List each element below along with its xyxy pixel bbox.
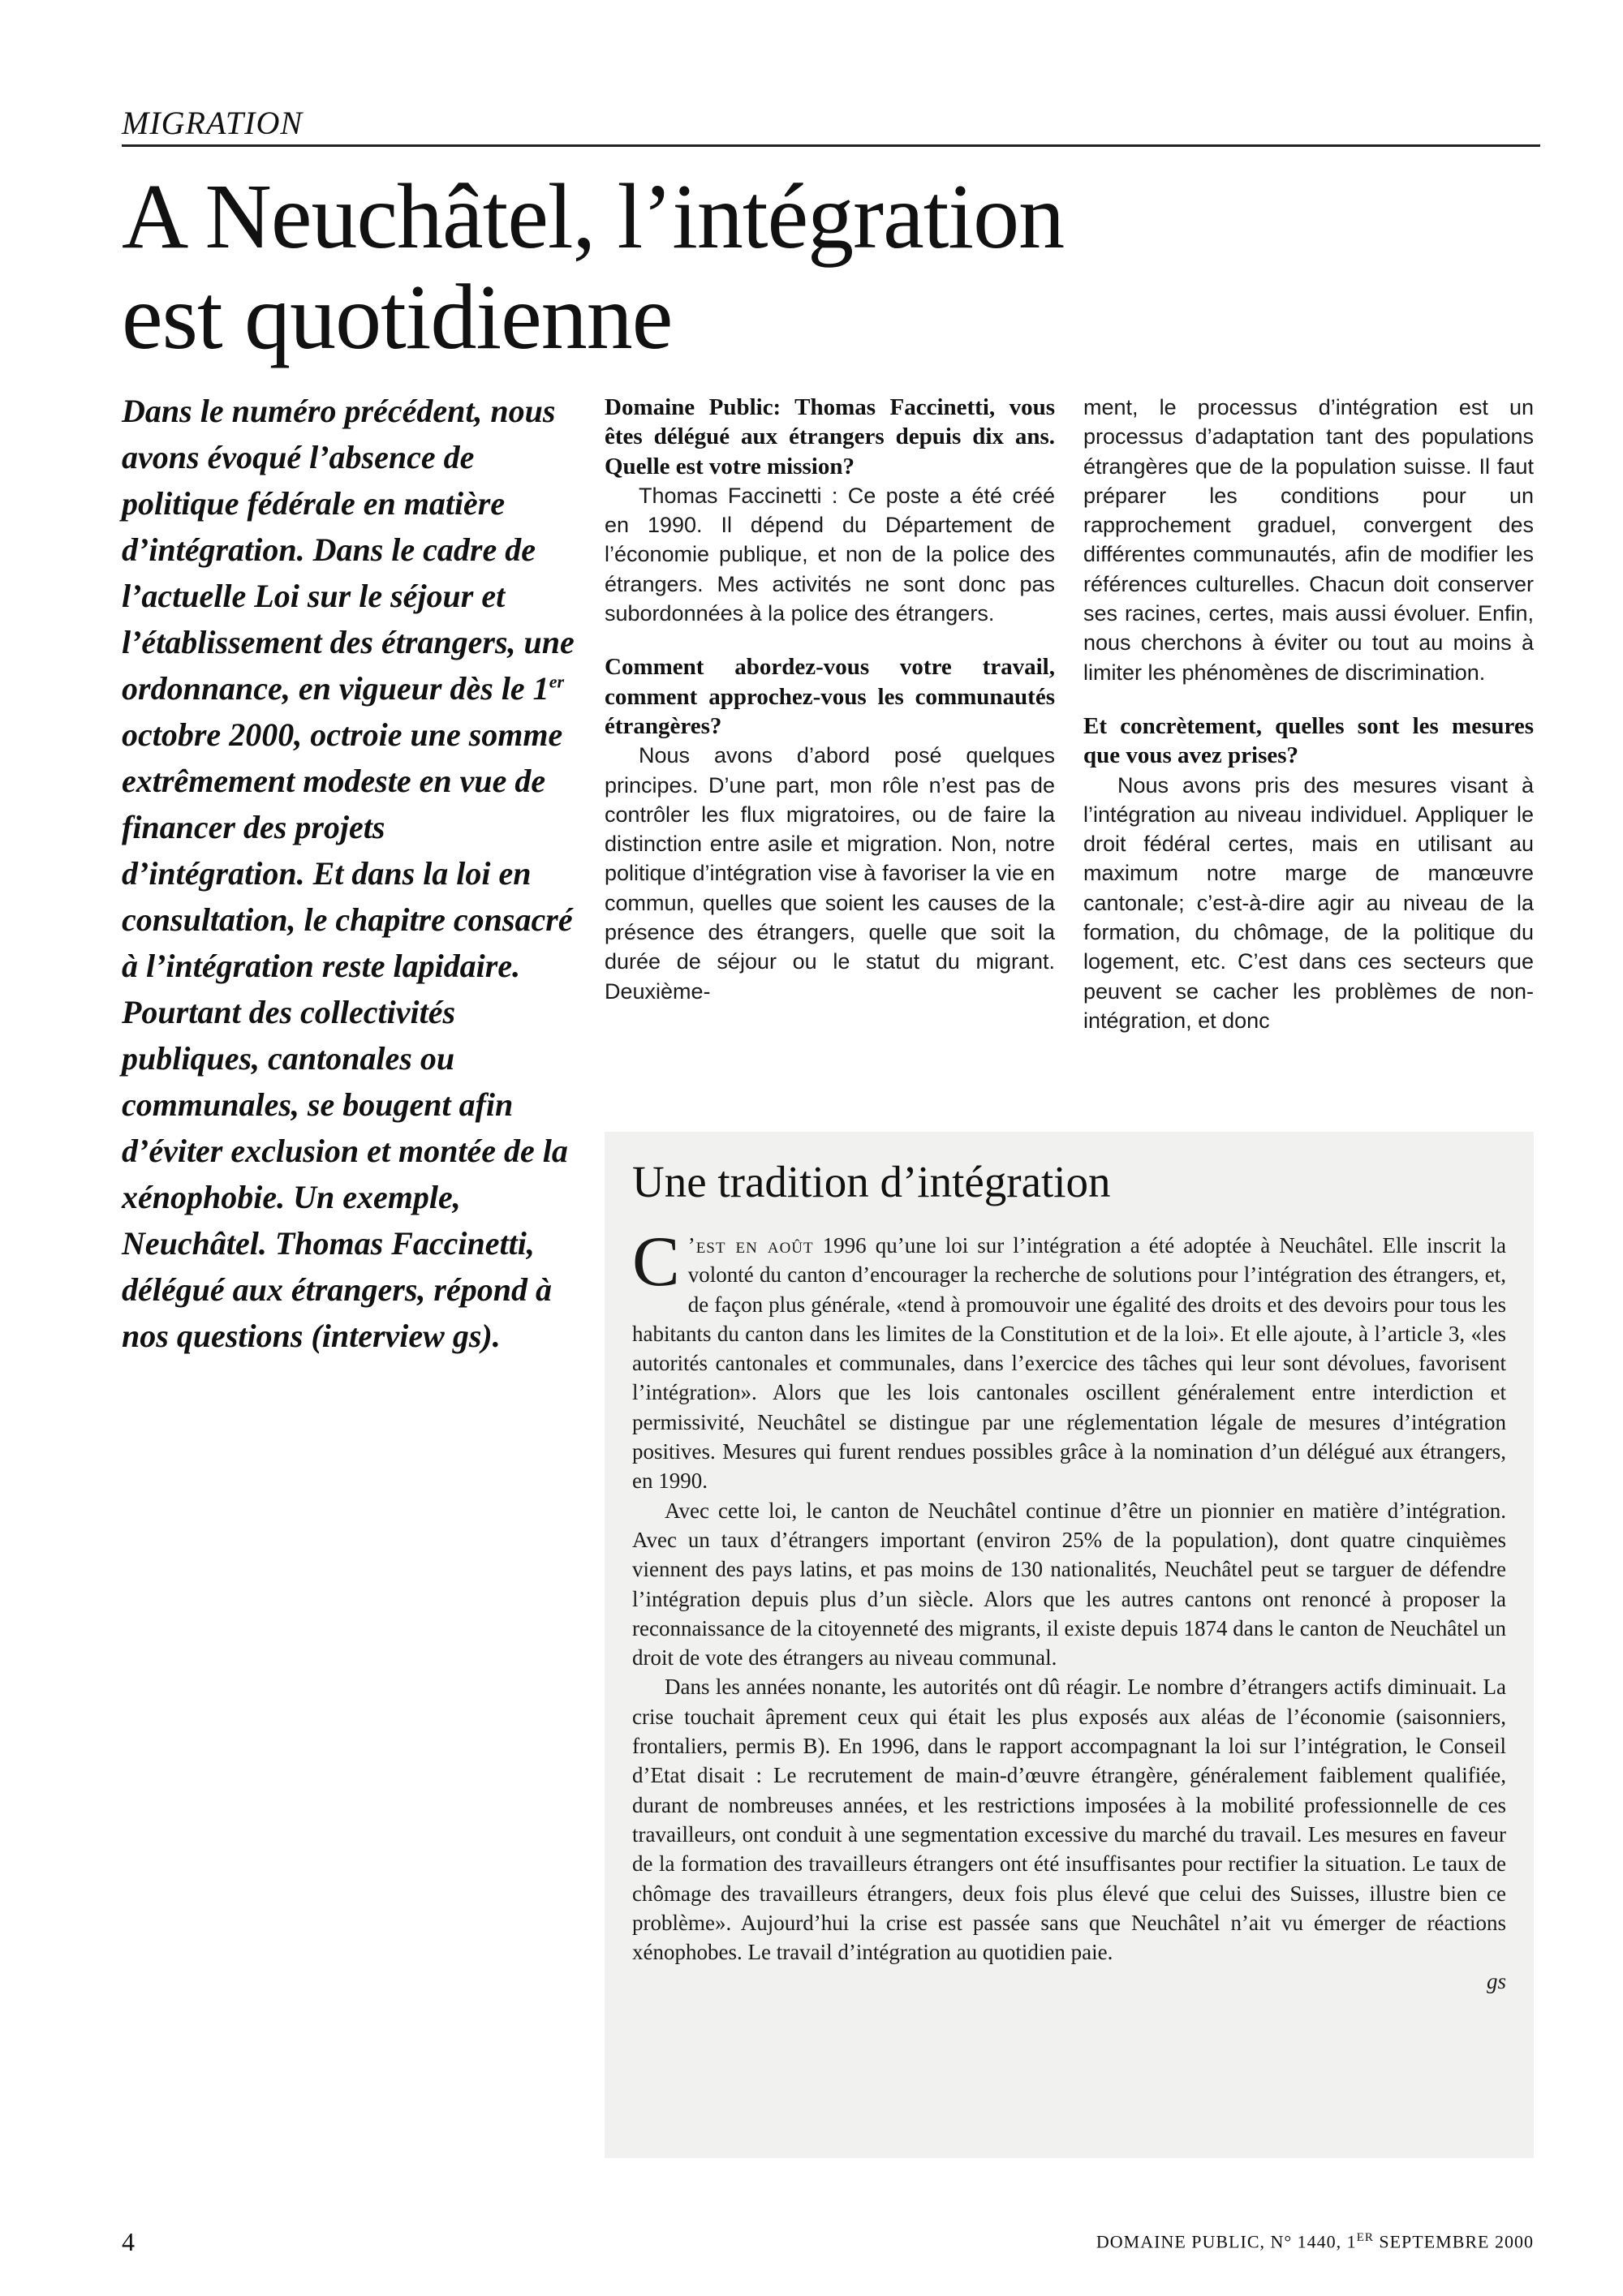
headline-line-1: A Neuchâtel, l’intégration — [122, 165, 1065, 268]
answer-3: Nous avons pris des mesures visant à l’intégration au niveau individuel. Appliquer le droit fédéral certes, mais en utilisant au maximum notre marge de manœuvre cantonale; c’est-à-dire agir au niveau de la formation, du chômage, de la politique du logement, etc. C’est dans ces secteurs que peuvent se cacher les problèmes de non-intégration, et donc — [1083, 772, 1534, 1033]
box-paragraph-1 — [632, 1223, 1506, 1496]
box-body — [632, 1223, 1506, 1997]
footer-text-pre: DOMAINE PUBLIC, N° 1440, 1 — [1096, 2231, 1357, 2252]
question-3: Et concrètement, quelles sont les mesures que vous avez prises? — [1083, 712, 1534, 769]
interview-column-1 — [605, 393, 1055, 1006]
question-1: Domaine Public: Thomas Faccinetti, vous êtes délégué aux étrangers depuis dix ans. Quelle est votre mission? — [605, 394, 1055, 479]
box-paragraph-2: Avec cette loi, le canton de Neuchâtel continue d’être un pionnier en matière d’intégration. Avec un taux d’étrangers important (environ 25% de la population), dont quatre cinquièmes viennent des pays latins, et pas moins de 130 nationalités, Neuchâtel peut se targuer de défendre l’intégration depuis plus d’un siècle. Alors que les autres cantons ont renoncé à proposer la reconnaissance de la citoyenneté des migrants, il existe depuis 1874 dans le canton de Neuchâtel un droit de vote des étrangers au niveau communal. — [632, 1498, 1506, 1670]
answer-1: Thomas Faccinetti : Ce poste a été créé en 1990. Il dépend du Département de l’économie publique, et non de la police des étrangers. Mes activités ne sont donc pas subordonnées à la police des étrangers. — [605, 483, 1055, 626]
section-rubric: MIGRATION — [122, 104, 1540, 147]
drop-cap: C — [632, 1223, 680, 1301]
question-2: Comment abordez-vous votre travail, comment approchez-vous les communautés étrangères? — [605, 654, 1055, 739]
box-signature: gs — [1486, 1969, 1506, 1994]
interview-column-2 — [1083, 393, 1534, 1035]
article-headline — [122, 166, 1501, 368]
box-lead-in: ’est en août — [687, 1233, 814, 1258]
lead-part-1: Dans le numéro précédent, nous avons évoqué l’absence de politique fédérale en matière d’intégration. Dans le cadre de l’actuelle Loi sur le séjour et l’établissement des étrangers, une ordonnance, en vigueur dès le 1 — [122, 393, 575, 707]
footer-text-post: SEPTEMBRE 2000 — [1373, 2231, 1534, 2252]
box-title: Une tradition d’intégration — [632, 1157, 1111, 1206]
publication-footer — [1096, 2231, 1534, 2252]
footer-superscript: ER — [1356, 2231, 1374, 2244]
lead-part-2: octobre 2000, octroie une somme extrêmement modeste en vue de financer des projets d’intégration. Et dans la loi en consultation, le chapitre consacré à l’intégration reste lapidaire. Pourtant des collectivités publiques, cantonales ou communales, se bougent afin d’éviter exclusion et montée de la xénophobie. Un exemple, Neuchâtel. Thomas Faccinetti, délégué aux étrangers, répond à nos questions (interview gs). — [122, 716, 573, 1354]
answer-2-part-2: ment, le processus d’intégration est un processus d’adaptation tant des populations étrangères que de la population suisse. Il faut préparer les conditions pour un rapprochement graduel, convergent des différentes communautés, afin de modifier les références culturelles. Chacun doit conserver ses racines, certes, mais aussi évoluer. Enfin, nous cherchons à éviter ou tout au moins à limiter les phénomènes de discrimination. — [1083, 395, 1534, 685]
answer-2-part-1: Nous avons d’abord posé quelques principes. D’une part, mon rôle n’est pas de contrôler les flux migratoires, ou de faire la distinction entre asile et migration. Non, notre politique d’intégration vise à favoriser la vie en commun, quelles que soient les causes de la présence des étrangers, quelle que soit la durée de séjour ou le statut du migrant. Deuxième- — [605, 743, 1055, 1004]
box-paragraph-1-text: 1996 qu’une loi sur l’intégration a été adoptée à Neuchâtel. Elle inscrit la volonté du canton d’encourager la recherche de solutions pour l’intégration des étrangers, et, de façon plus générale, «tend à promouvoir une égalité des droits et des devoirs pour tous les habitants du canton dans les limites de la Constitution et de la loi». Et elle ajoute, à l’article 3, «les autorités cantonales et communales, dans l’exercice des tâches qui leur sont dévolues, favorisent l’intégration». Alors que les lois cantonales oscillent généralement entre interdiction et permissivité, Neuchâtel se distingue par une réglementation légale de mesures d’intégration positives. Mesures qui furent rendues possibles grâce à la nomination d’un délégué aux étrangers, en 1990. — [632, 1233, 1506, 1494]
sidebar-box — [605, 1132, 1534, 2158]
box-paragraph-3: Dans les années nonante, les autorités ont dû réagir. Le nombre d’étrangers actifs diminuait. La crise touchait âprement ceux qui était les plus exposés aux aléas de l’économie (saisonniers, frontaliers, permis B). En 1996, dans le rapport accompagnant la loi sur l’intégration, le Conseil d’Etat disait : Le recrutement de main-d’œuvre étrangère, généralement faiblement qualifiée, durant de nombreuses années, et les restrictions imposées à la mobilité professionnelle de ces travailleurs, ont conduit à une segmentation excessive du marché du travail. Les mesures en faveur de la formation des travailleurs étrangers ont été insuffisantes pour rectifier la situation. Le taux de chômage des travailleurs étrangers, deux fois plus élevé que celui des Suisses, illustre bien ce problème». Aujourd’hui la crise est passée sans que Neuchâtel n’ait vu émerger de réactions xénophobes. Le travail d’intégration au quotidien paie. — [632, 1675, 1506, 1965]
headline-line-2: est quotidienne — [122, 265, 673, 368]
article-lead — [122, 388, 576, 1359]
page-number: 4 — [122, 2227, 135, 2256]
lead-superscript: er — [549, 671, 565, 692]
